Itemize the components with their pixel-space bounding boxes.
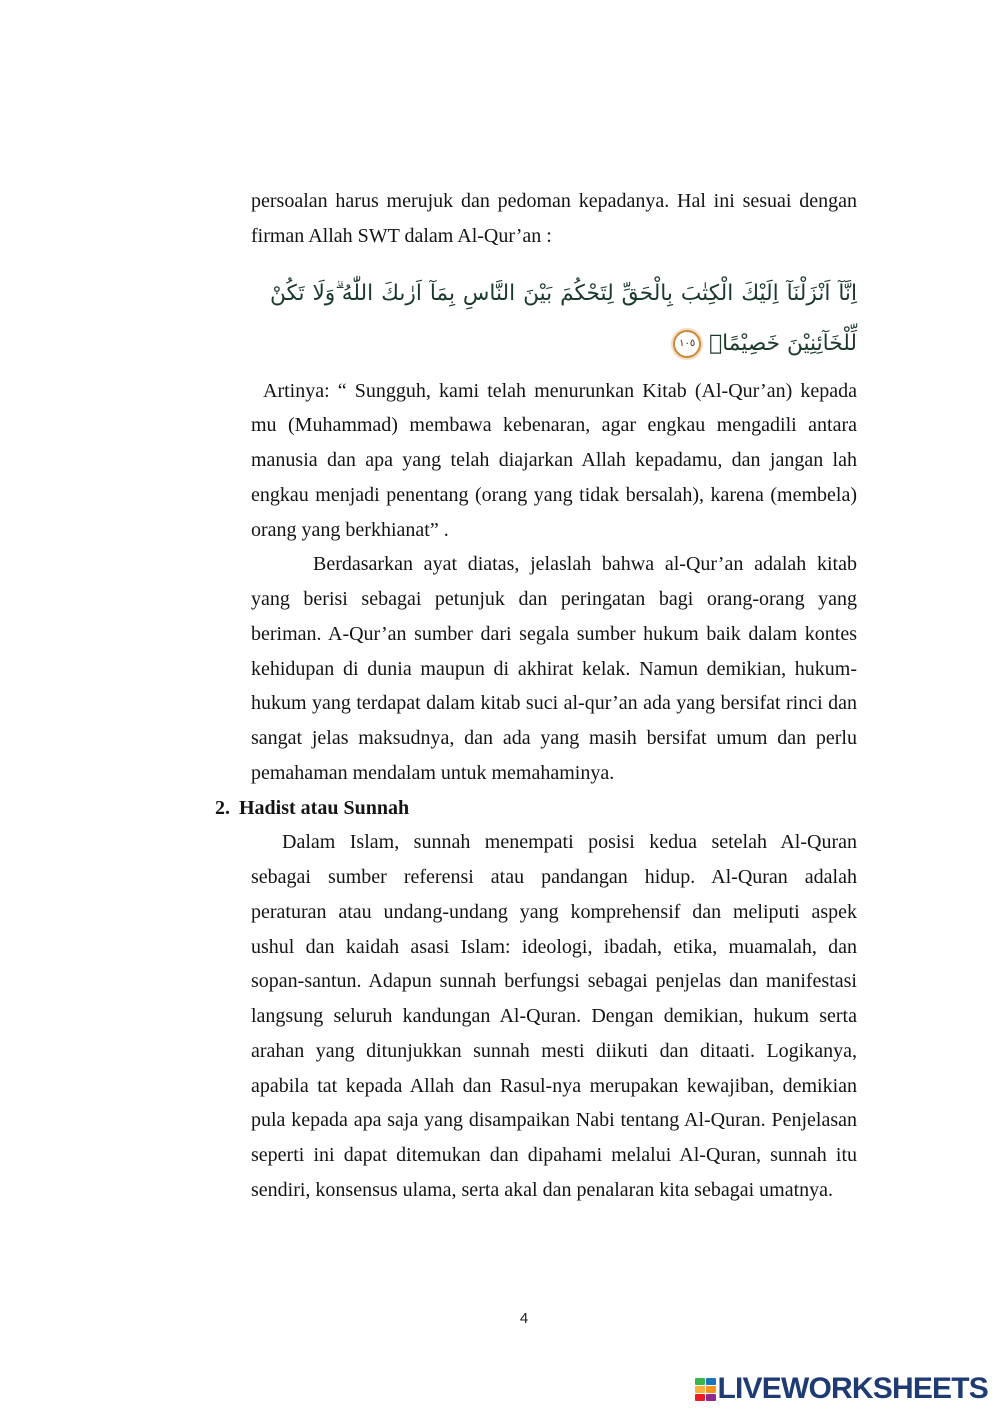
liveworksheets-logo-icon xyxy=(695,1378,716,1401)
text-line: hukum yang terdapat dalam kitab suci al-qur’an ada yang bersifat rinci dan xyxy=(251,692,857,715)
verse-number: ١٠٥ xyxy=(679,337,696,349)
sunnah-paragraph xyxy=(251,825,857,1207)
text-line: engkau menjadi penentang (orang yang tidak bersalah), karena (membela) xyxy=(251,483,857,506)
text-line: ushul dan kaidah asasi Islam: ideologi, ibadah, etika, muamalah, dan xyxy=(251,935,857,958)
text-line: pemahaman mendalam untuk memahaminya. xyxy=(251,761,615,784)
section-title: Hadist atau Sunnah xyxy=(239,796,410,819)
text-line: sopan-santun. Adapun sunnah berfungsi sebagai penjelas dan manifestasi xyxy=(251,970,857,993)
text-line: langsung seluruh kandungan Al-Quran. Dengan demikian, hukum serta xyxy=(251,1005,857,1027)
page-number: 4 xyxy=(519,1310,529,1327)
translation-paragraph xyxy=(251,374,857,548)
quran-verse xyxy=(251,254,857,374)
text-line: sangat jelas maksudnya, dan ada yang masih bersifat umum dan perlu xyxy=(251,727,857,749)
verse-line-2 xyxy=(270,319,857,369)
text-line: seperti ini dapat ditemukan dan dipahami melalui Al-Quran, sunnah itu xyxy=(251,1144,857,1166)
verse-line-1: اِنَّآ اَنْزَلْنَآ اِلَيْكَ الْكِتٰبَ بِالْحَقِّ لِتَحْكُمَ بَيْنَ النَّاسِ بِمَآ اَرٰىكَ اللّٰهُ ۗوَلَا تَكُنْ xyxy=(270,280,857,306)
text-line: Dalam Islam, sunnah menempati posisi kedua setelah Al-Quran xyxy=(282,831,857,854)
verse-number-marker xyxy=(673,330,701,358)
text-line: arahan yang ditunjukkan sunnah mesti diikuti dan ditaati. Logikanya, xyxy=(251,1039,857,1062)
liveworksheets-watermark xyxy=(695,1374,989,1404)
text-line: Berdasarkan ayat diatas, jelaslah bahwa al-Qur’an adalah kitab xyxy=(313,553,857,576)
text-line: beriman. A-Qur’an sumber dari segala sumber hukum baik dalam kontes xyxy=(251,622,857,645)
text-line: apabila tat kepada Allah dan Rasul-nya merupakan kewajiban, demikian xyxy=(251,1074,857,1097)
text-line: firman Allah SWT dalam Al-Qur’an : xyxy=(251,224,552,247)
text-line: Artinya: “ Sungguh, kami telah menurunkan Kitab (Al-Qur’an) kepada xyxy=(263,379,857,402)
intro-paragraph xyxy=(251,184,857,254)
explanation-paragraph xyxy=(251,547,857,790)
text-line: manusia dan apa yang telah diajarkan Allah kepadamu, dan jangan lah xyxy=(251,449,857,471)
section-heading xyxy=(215,791,857,826)
text-line: mu (Muhammad) membawa kebenaran, agar engkau mengadili antara xyxy=(251,414,857,437)
text-line: orang yang berkhianat” . xyxy=(251,518,449,541)
section-number: 2. xyxy=(215,796,230,819)
text-line: sebagai sumber referensi atau pandangan hidup. Al-Quran adalah xyxy=(251,866,857,888)
text-line: kehidupan di dunia maupun di akhirat kelak. Namun demikian, hukum- xyxy=(251,657,857,680)
text-line: sendiri, konsensus ulama, serta akal dan penalaran kita sebagai umatnya. xyxy=(251,1178,834,1201)
text-line: yang berisi sebagai petunjuk dan peringatan bagi orang-orang yang xyxy=(251,588,857,610)
text-line: persoalan harus merujuk dan pedoman kepadanya. Hal ini sesuai dengan xyxy=(251,190,857,212)
verse-line-2-text: لِّلْخَآئِنِيْنَ خَصِيْمًاۙ xyxy=(709,330,857,356)
text-line: pula kepada apa saja yang disampaikan Nabi tentang Al-Quran. Penjelasan xyxy=(251,1109,857,1132)
brand-name: LIVEWORKSHEETS xyxy=(717,1372,988,1405)
text-line: peraturan atau undang-undang yang komprehensif dan meliputi aspek xyxy=(251,900,857,923)
page-body xyxy=(215,184,857,1208)
